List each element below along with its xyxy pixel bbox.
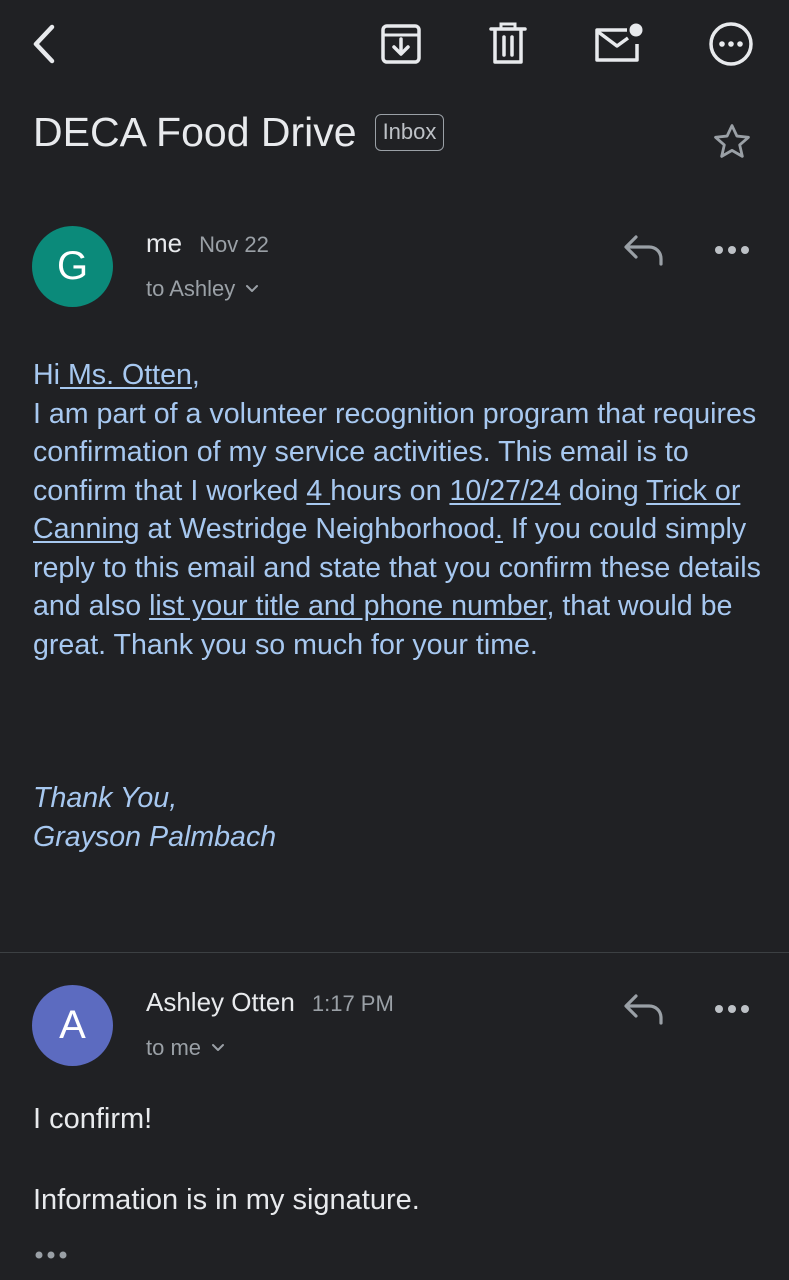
message-time: Nov 22 [199, 232, 269, 257]
body-text: I am part of a volunteer recognition program that requires confirmation of my service activities. This email is to confirm that I worked [33, 397, 757, 507]
chevron-left-icon [28, 23, 60, 65]
star-outline-icon [711, 121, 753, 163]
chevron-down-icon [245, 284, 259, 294]
body-text: doing [560, 474, 647, 507]
recipient-details-toggle[interactable] [146, 1035, 225, 1061]
inbox-label-chip[interactable]: Inbox [375, 114, 445, 151]
message-more-button[interactable] [706, 226, 758, 274]
avatar[interactable]: G [32, 226, 113, 307]
more-horizontal-circle-icon [708, 21, 754, 67]
paragraph-gap [33, 1138, 420, 1181]
chevron-down-icon [211, 1043, 225, 1053]
mark-unread-icon [593, 22, 643, 66]
sender-line [146, 228, 269, 259]
delete-button[interactable] [478, 14, 538, 74]
body-paragraph [33, 395, 763, 665]
date-value: 10/27/24 [449, 474, 561, 507]
underlined-period: . [495, 513, 503, 545]
reply-button[interactable] [616, 226, 672, 274]
avatar[interactable]: A [32, 985, 113, 1066]
recipient-details-toggle[interactable] [146, 276, 259, 302]
reply-button[interactable] [616, 985, 672, 1033]
signature [33, 779, 276, 856]
reply-icon [623, 234, 665, 266]
body-text: If you could simply reply to this email and state that you confirm these details and also [33, 513, 761, 622]
more-options-button[interactable] [701, 14, 761, 74]
subject-title: DECA Food Drive [33, 108, 357, 155]
reply-icon [623, 993, 665, 1025]
message-body [33, 1100, 420, 1219]
greeting-suffix: , [191, 359, 200, 391]
toolbar [0, 0, 789, 90]
message-header[interactable] [0, 985, 789, 1075]
message-divider [0, 952, 789, 953]
show-trimmed-content-button[interactable] [33, 1244, 73, 1266]
more-horizontal-icon [714, 1004, 750, 1014]
more-horizontal-icon [714, 245, 750, 255]
recipient-label: to Ashley [146, 276, 236, 301]
signature-line: Grayson Palmbach [33, 820, 277, 853]
mark-unread-button[interactable] [588, 14, 648, 74]
request-text: list your title and phone number [149, 590, 547, 622]
hours-value: 4 [306, 474, 331, 507]
ellipsis-icon [33, 1250, 69, 1260]
body-line: Information is in my signature. [33, 1184, 420, 1216]
body-text: hours on [330, 474, 450, 507]
recipient-label: to me [146, 1035, 202, 1060]
message-body [33, 356, 763, 664]
trash-icon [488, 22, 528, 66]
greeting-prefix: Hi [33, 359, 61, 391]
body-text: , that would be great. Thank you so much for your time. [33, 590, 733, 661]
back-button[interactable] [14, 14, 74, 74]
sender-name: Ashley Otten [146, 987, 295, 1017]
sender-line [146, 987, 394, 1018]
archive-button[interactable] [371, 14, 431, 74]
message-header[interactable] [0, 226, 789, 316]
message-more-button[interactable] [706, 985, 758, 1033]
signature-line: Thank You, [33, 782, 178, 814]
event-name: Trick or Canning [33, 474, 741, 545]
greeting-name: Ms. Otten [60, 359, 192, 391]
archive-icon [379, 22, 423, 66]
sender-name: me [146, 228, 183, 258]
body-line: I confirm! [33, 1103, 153, 1135]
subject-row [33, 100, 733, 164]
body-text: at Westridge Neighborhood [139, 513, 496, 545]
star-button[interactable] [706, 116, 758, 168]
greeting [33, 356, 763, 395]
message-time: 1:17 PM [311, 991, 394, 1016]
